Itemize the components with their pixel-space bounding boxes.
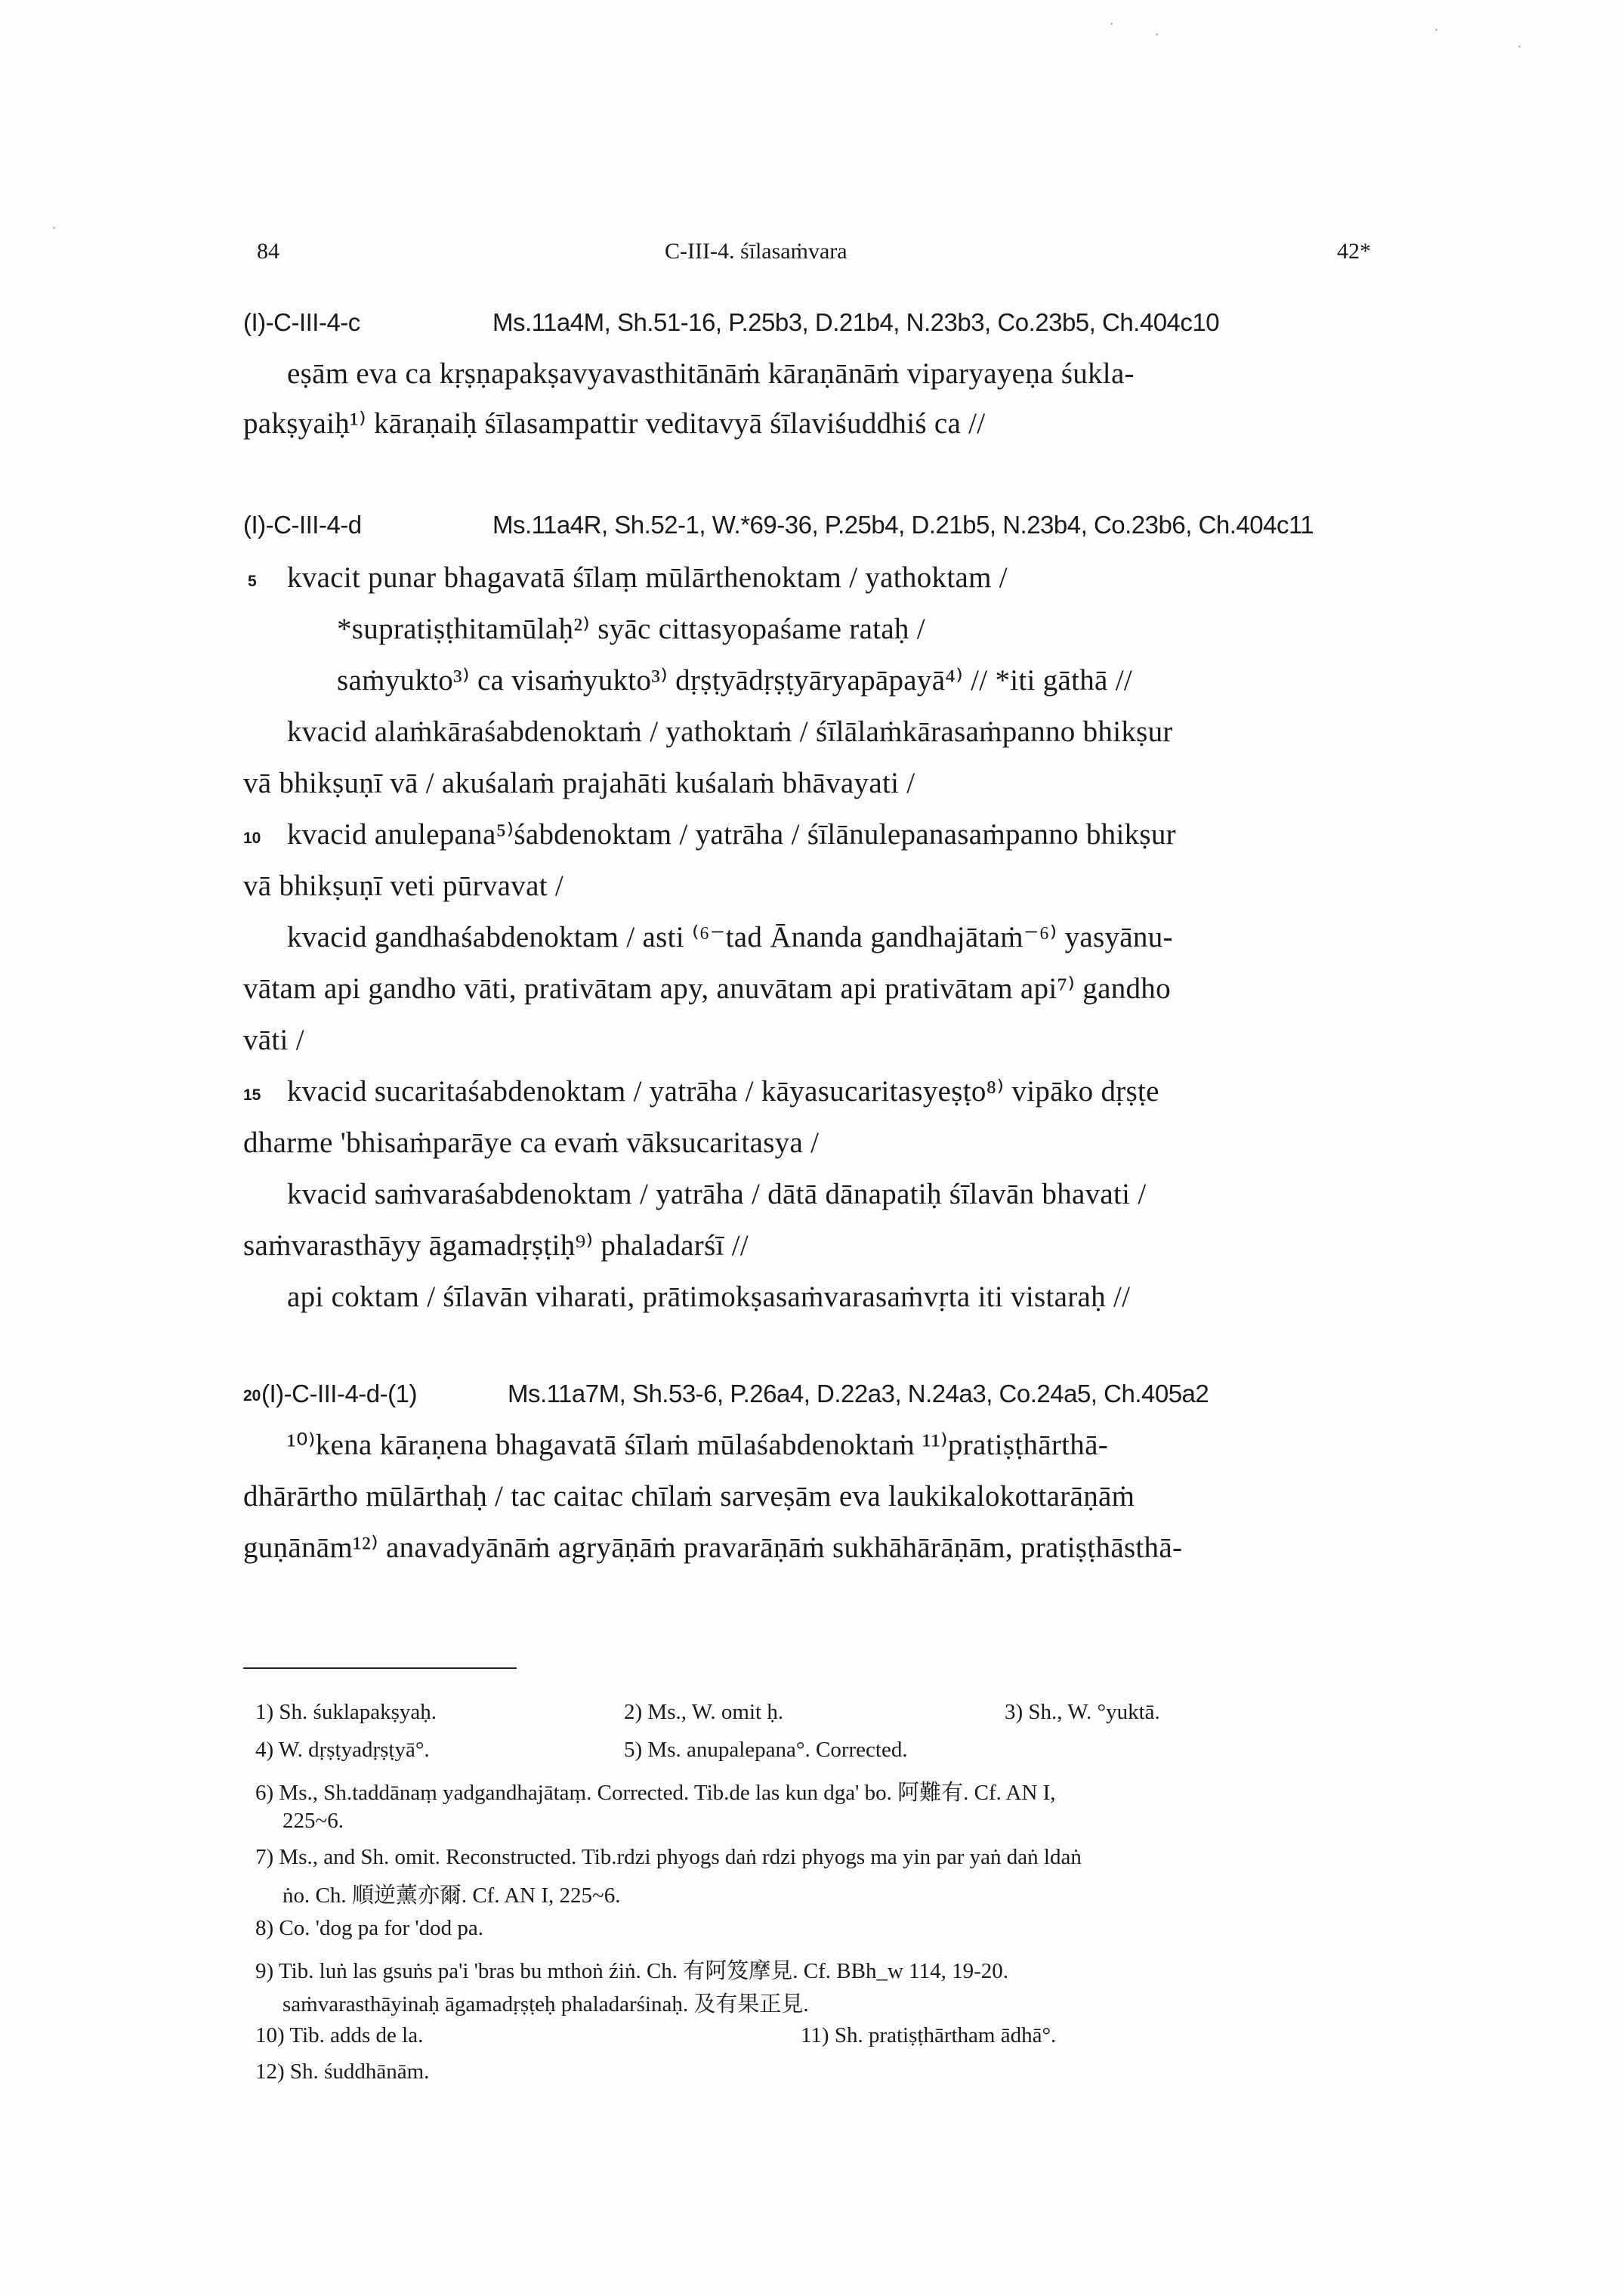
scan-speck [53, 227, 55, 229]
line-number: 5 [248, 573, 257, 590]
text-line: kvacid alaṁkāraśabdenoktaṁ / yathoktaṁ / śīlālaṁkārasaṁpanno bhikṣur [287, 715, 1173, 748]
footnote: ṅo. Ch. 順逆薰亦爾. Cf. AN I, 225~6. [283, 1883, 621, 1908]
footnote: 8) Co. 'dog pa for 'dod pa. [255, 1916, 484, 1940]
text-line: eṣām eva ca kṛṣṇapakṣavyavasthitānāṁ kāraṇānāṁ viparyayeṇa śukla- [287, 357, 1135, 390]
footnote: 7) Ms., and Sh. omit. Reconstructed. Tib.rdzi phyogs daṅ rdzi phyogs ma yin par yaṅ daṅ ldaṅ [255, 1845, 1082, 1869]
footnote: 1) Sh. śuklapakṣyaḥ. [255, 1700, 437, 1724]
line-number: 10 [243, 830, 261, 847]
verse-line: *supratiṣṭhitamūlaḥ²⁾ syāc cittasyopaśame rataḥ / [337, 613, 925, 645]
source-refs: Ms.11a7M, Sh.53-6, P.26a4, D.22a3, N.24a3, Co.24a5, Ch.405a2 [508, 1380, 1209, 1408]
ref-label: (I)-C-III-4-d-(1) [261, 1380, 417, 1408]
text-line: saṁvarasthāyy āgamadṛṣṭiḥ⁹⁾ phaladarśī // [243, 1229, 749, 1262]
ref-label: (I)-C-III-4-c [243, 308, 360, 336]
text-line: kvacid anulepana⁵⁾śabdenoktam / yatrāha / śīlānulepanasaṁpanno bhikṣur [287, 818, 1176, 851]
source-refs: Ms.11a4R, Sh.52-1, W.*69-36, P.25b4, D.21b5, N.23b4, Co.23b6, Ch.404c11 [492, 511, 1314, 539]
footnote: 12) Sh. śuddhānām. [255, 2060, 430, 2084]
footnote: 5) Ms. anupalepana°. Corrected. [624, 1738, 908, 1762]
scan-speck [1156, 33, 1158, 36]
footnote: 225~6. [283, 1809, 344, 1833]
footnote: 3) Sh., W. °yuktā. [1005, 1700, 1160, 1724]
source-refs: Ms.11a4M, Sh.51-16, P.25b3, D.21b4, N.23b3, Co.23b5, Ch.404c10 [492, 308, 1220, 336]
scan-speck [1110, 23, 1113, 25]
page-number: 84 [257, 239, 279, 264]
footnote: 4) W. dṛṣṭyadṛṣṭyā°. [255, 1738, 430, 1762]
text-line: vā bhikṣuṇī vā / akuśalaṁ prajahāti kuśalaṁ bhāvayati / [243, 767, 915, 799]
text-line: ¹⁰⁾kena kāraṇena bhagavatā śīlaṁ mūlaśabdenoktaṁ ¹¹⁾pratiṣṭhārthā- [287, 1429, 1109, 1461]
line-number: 15 [243, 1086, 261, 1104]
section-title: C-III-4. śīlasaṁvara [665, 239, 848, 264]
footnote: 9) Tib. luṅ las gsuṅs pa'i 'bras bu mthoṅ źiṅ. Ch. 有阿笈摩見. Cf. BBh_w 114, 19-20. [255, 1959, 1009, 1983]
text-line: dharme 'bhisaṁparāye ca evaṁ vāksucaritasya / [243, 1126, 820, 1159]
text-line: vāti / [243, 1024, 304, 1056]
ref-label: (I)-C-III-4-d [243, 511, 362, 539]
text-line: kvacid gandhaśabdenoktam / asti ⁽⁶⁻tad Ānanda gandhajātaṁ⁻⁶⁾ yasyānu- [287, 921, 1173, 953]
line-number: 20 [243, 1387, 261, 1404]
text-line: api coktam / śīlavān viharati, prātimokṣasaṁvarasaṁvṛta iti vistaraḥ // [287, 1281, 1131, 1313]
footnote-rule [243, 1667, 517, 1669]
verse-line: saṁyukto³⁾ ca visaṁyukto³⁾ dṛṣṭyādṛṣṭyāryapāpayā⁴⁾ // *iti gāthā // [337, 664, 1132, 697]
footnote: 6) Ms., Sh.taddānaṃ yadgandhajātaṃ. Corrected. Tib.de las kun dga' bo. 阿難有. Cf. AN I, [255, 1781, 1056, 1805]
scan-speck [1435, 29, 1437, 31]
text-line: kvacit punar bhagavatā śīlaṃ mūlārthenoktam / yathoktam / [287, 561, 1008, 594]
text-line: kvacid sucaritaśabdenoktam / yatrāha / kāyasucaritasyeṣṭo⁸⁾ vipāko dṛṣṭe [287, 1075, 1159, 1108]
text-line: kvacid saṁvaraśabdenoktam / yatrāha / dātā dānapatiḥ śīlavān bhavati / [287, 1178, 1147, 1210]
footnote: saṁvarasthāyinaḥ āgamadṛṣṭeḥ phaladarśinaḥ. 及有果正見. [283, 1992, 809, 2016]
text-line: guṇānām¹²⁾ anavadyānāṁ agryāṇāṁ pravarāṇāṁ sukhāhārāṇām, pratiṣṭhāsthā- [243, 1531, 1183, 1564]
footnote: 11) Sh. pratiṣṭhārtham ādhā°. [801, 2023, 1057, 2047]
text-line: dhārārtho mūlārthaḥ / tac caitac chīlaṁ sarveṣām eva laukikalokottarāṇāṁ [243, 1480, 1135, 1513]
text-line: vātam api gandho vāti, prativātam apy, anuvātam api prativātam api⁷⁾ gandho [243, 972, 1171, 1005]
text-line: pakṣyaiḥ¹⁾ kāraṇaiḥ śīlasampattir veditavyā śīlaviśuddhiś ca // [243, 407, 986, 440]
text-line: vā bhikṣuṇī veti pūrvavat / [243, 870, 564, 902]
footnote: 2) Ms., W. omit ḥ. [624, 1700, 784, 1724]
header-mark: 42* [1337, 239, 1371, 264]
footnote: 10) Tib. adds de la. [255, 2023, 424, 2047]
scan-speck [1518, 45, 1521, 48]
